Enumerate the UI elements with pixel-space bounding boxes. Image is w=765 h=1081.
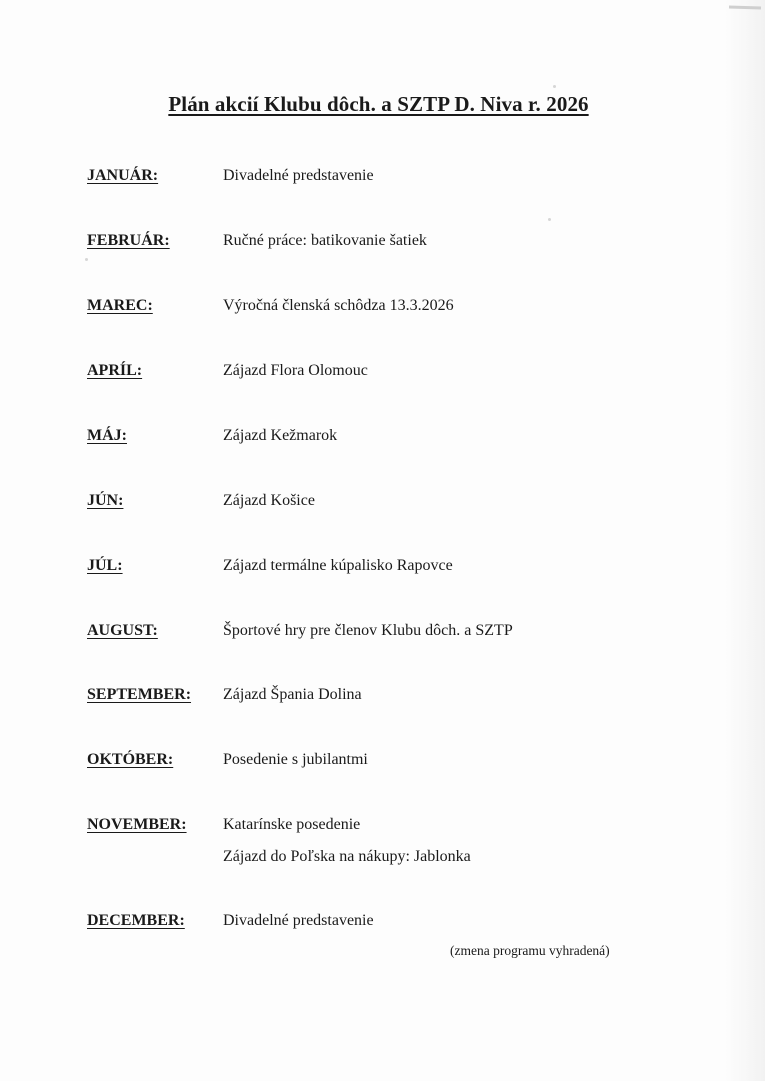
- month-label: DECEMBER:: [87, 912, 185, 929]
- program-change-note: (zmena programu vyhradená): [450, 943, 610, 958]
- event-item: Zájazd Špania Dolina: [223, 686, 362, 703]
- month-label: NOVEMBER:: [87, 816, 187, 833]
- scan-speck: [553, 85, 556, 88]
- month-label: SEPTEMBER:: [87, 686, 192, 703]
- month-label: MÁJ:: [87, 427, 127, 444]
- scan-speck: [85, 258, 88, 261]
- event-list: [223, 684, 362, 705]
- month-label: AUGUST:: [87, 622, 158, 639]
- event-list: [223, 749, 368, 770]
- scan-speck: [548, 218, 551, 221]
- event-list: [223, 620, 513, 641]
- event-item: Divadelné predstavenie: [223, 912, 374, 929]
- event-list: [223, 555, 453, 576]
- month-label: JÚN:: [87, 492, 124, 509]
- event-item: Zájazd termálne kúpalisko Rapovce: [223, 557, 453, 574]
- event-list: [223, 910, 374, 931]
- month-label: JÚL:: [87, 557, 123, 574]
- event-item: Divadelné predstavenie: [223, 167, 374, 184]
- event-item: Zájazd do Poľska na nákupy: Jablonka: [223, 848, 471, 865]
- month-label: FEBRUÁR:: [87, 232, 170, 249]
- event-list: [223, 230, 427, 251]
- month-label: OKTÓBER:: [87, 751, 174, 768]
- event-list: [223, 814, 471, 867]
- event-item: Zájazd Kežmarok: [223, 427, 338, 444]
- event-item: Katarínske posedenie: [223, 816, 361, 833]
- event-item: Posedenie s jubilantmi: [223, 751, 368, 768]
- event-list: [223, 295, 454, 316]
- event-list: [223, 165, 374, 186]
- page-title: Plán akcií Klubu dôch. a SZTP D. Niva r. 2026: [168, 92, 589, 116]
- event-list: [223, 490, 315, 511]
- event-item: Ručné práce: batikovanie šatiek: [223, 232, 427, 249]
- event-item: Športové hry pre členov Klubu dôch. a SZTP: [223, 622, 513, 639]
- month-label: JANUÁR:: [87, 167, 159, 184]
- event-item: Zájazd Košice: [223, 492, 315, 509]
- scan-edge-shadow: [725, 0, 765, 1081]
- event-list: [223, 425, 337, 446]
- month-label: APRÍL:: [87, 362, 143, 379]
- month-label: MAREC:: [87, 297, 153, 314]
- event-item: Zájazd Flora Olomouc: [223, 362, 368, 379]
- event-item: Výročná členská schôdza 13.3.2026: [223, 297, 454, 314]
- event-list: [223, 360, 368, 381]
